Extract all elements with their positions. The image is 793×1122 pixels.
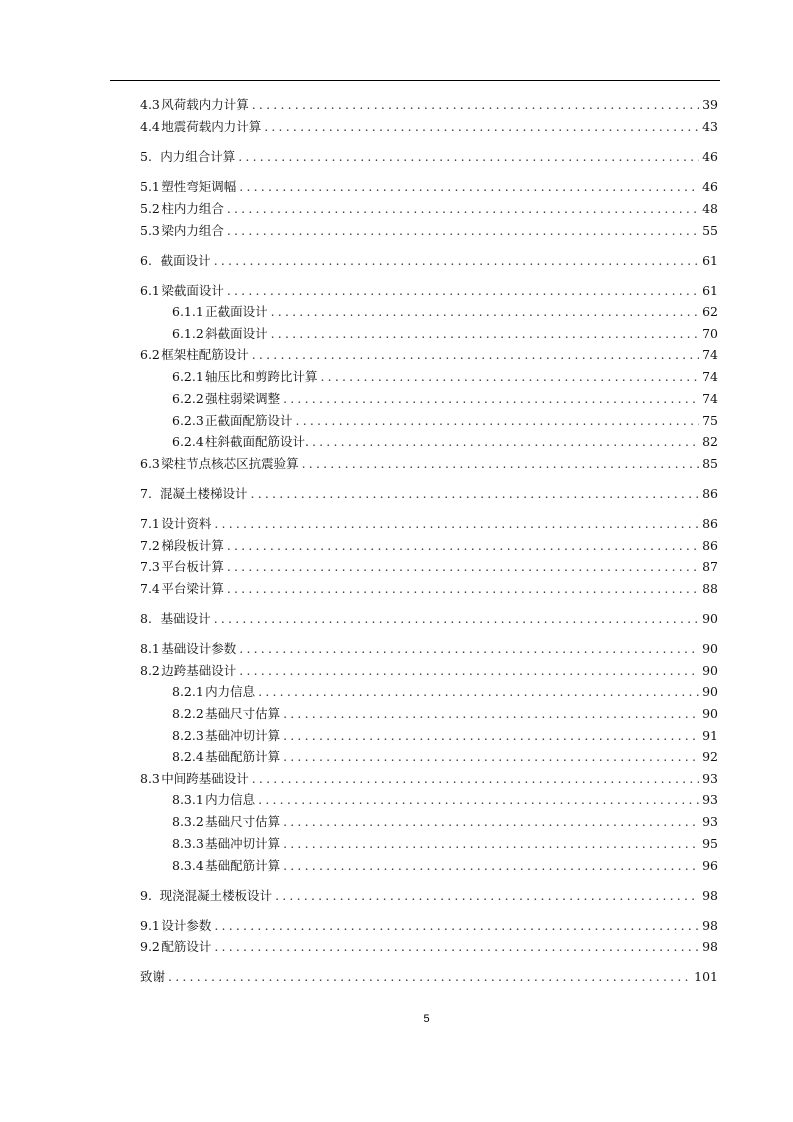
toc-entry[interactable] [172,748,718,766]
toc-entry-number: 6.1.1 [172,304,204,319]
toc-entry-title: 框架柱配筋设计 [161,347,249,362]
toc-entry[interactable] [172,857,718,875]
toc-entry[interactable] [140,770,718,788]
toc-entry-title: 混凝土楼梯设计 [160,486,248,501]
toc-dot-leader [227,282,699,300]
toc-dot-leader [271,325,699,343]
toc-entry-title: 强柱弱梁调整 [205,391,281,406]
toc-entry-number: 7.1 [140,516,160,531]
toc-dot-leader [258,683,699,701]
toc-entry-page: 86 [702,538,718,553]
toc-dot-leader [214,917,699,935]
toc-entry-page: 74 [702,347,718,362]
toc-entry-page: 39 [702,97,718,112]
toc-entry-page: 92 [702,749,718,764]
toc-entry-number: 5.2 [140,201,160,216]
toc-entry-title: 柱内力组合 [161,201,224,216]
toc-entry-title: 塑性弯矩调幅 [161,179,237,194]
toc-entry[interactable] [140,96,718,114]
toc-dot-leader [252,770,699,788]
toc-entry[interactable] [140,580,718,598]
toc-entry-number: 8.3.2 [172,814,204,829]
toc-entry-number: 8.3 [140,771,160,786]
toc-entry-page: 91 [702,728,718,743]
toc-entry-page: 61 [702,253,718,268]
toc-entry[interactable] [140,640,718,658]
toc-entry-number: 4.3 [140,97,160,112]
toc-entry-page: 55 [702,223,718,238]
toc-entry-number: 7.3 [140,559,160,574]
toc-entry[interactable] [140,200,718,218]
toc-entry-title: 梁截面设计 [161,283,224,298]
toc-entry-title: 平台梁计算 [161,581,224,596]
toc-entry-number: 8.3.3 [172,836,204,851]
toc-entry[interactable] [172,813,718,831]
toc-entry[interactable] [140,148,718,166]
toc-entry-title: 内力信息 [205,792,256,807]
toc-entry-page: 74 [702,391,718,406]
toc-entry-page: 86 [702,516,718,531]
toc-dot-leader [283,813,699,831]
toc-entry-title: 斜截面设计 [205,326,268,341]
toc-entry-number: 9. [140,888,152,903]
toc-entry-page: 85 [702,456,718,471]
toc-entry-number: 8.2.4 [172,749,204,764]
toc-entry-number: 8.2.1 [172,684,204,699]
toc-entry-title: 地震荷载内力计算 [161,119,262,134]
toc-entry[interactable] [172,835,718,853]
toc-entry-title: 轴压比和剪跨比计算 [204,369,318,384]
toc-dot-leader [283,748,699,766]
toc-dot-leader [214,515,699,533]
toc-entry-page: 95 [702,836,718,851]
toc-entry[interactable] [172,325,718,343]
toc-entry[interactable] [172,433,718,451]
toc-entry-page: 90 [702,706,718,721]
toc-dot-leader [227,580,699,598]
toc-entry-number: 4.4 [140,119,160,134]
toc-entry-number: 9.2 [140,939,160,954]
toc-entry-page: 96 [702,858,718,873]
toc-entry-number: 6.1.2 [172,326,204,341]
toc-entry[interactable] [172,303,718,321]
toc-dot-leader [283,857,699,875]
toc-entry-page: 90 [702,611,718,626]
toc-entry-number: 8.3.1 [172,792,204,807]
toc-entry-title: 基础冲切计算 [205,728,281,743]
toc-entry[interactable] [140,455,718,473]
toc-entry-number: 8.2 [140,663,160,678]
toc-entry-title: 中间跨基础设计 [161,771,249,786]
toc-entry-title: 内力信息 [205,684,256,699]
toc-dot-leader [227,200,699,218]
toc-entry-number: 8. [140,611,152,626]
toc-entry[interactable] [140,558,718,576]
toc-dot-leader [271,303,699,321]
toc-entry-title: 配筋设计 [161,939,212,954]
toc-entry-number: 6.3 [140,456,160,471]
toc-entry-page: 101 [694,969,718,984]
toc-entry[interactable] [172,791,718,809]
toc-dot-leader [227,222,699,240]
toc-entry-page: 90 [702,641,718,656]
toc-entry-page: 62 [702,304,718,319]
toc-entry-number: 8.2.2 [172,706,204,721]
toc-entry[interactable] [172,390,718,408]
toc-entry[interactable] [140,178,718,196]
toc-entry-title: 正截面配筋设计 [205,413,293,428]
toc-entry-title: 梁柱节点核芯区抗震验算 [161,456,299,471]
toc-entry-number: 8.3.4 [172,858,204,873]
toc-dot-leader [283,727,699,745]
toc-entry-page: 87 [702,559,718,574]
toc-entry-title: 平台板计算 [161,559,224,574]
toc-dot-leader [214,938,699,956]
toc-entry-number: 6.2.1 [172,369,204,384]
toc-entry-page: 61 [702,283,718,298]
toc-entry-title: 设计参数 [161,918,212,933]
toc-entry-number: 5.3 [140,223,160,238]
toc-entry-page: 43 [702,119,718,134]
toc-entry-number: 6.2.2 [172,391,204,406]
toc-entry-number: 6.2 [140,347,160,362]
toc-dot-leader [168,968,691,986]
toc-entry-page: 48 [702,201,718,216]
toc-dot-leader [258,791,699,809]
toc-entry-title: 现浇混凝土楼板设计 [159,888,273,903]
toc-dot-leader [252,346,699,364]
toc-dot-leader [227,537,699,555]
toc-entry-title: 致谢 [140,969,166,984]
toc-entry[interactable] [140,346,718,364]
toc-entry-title: 正截面设计 [205,304,268,319]
toc-entry-title: 内力组合计算 [160,149,236,164]
toc-entry-number: 9.1 [140,918,160,933]
toc-entry-page: 46 [702,179,718,194]
toc-entry-number: 7.4 [140,581,160,596]
toc-entry-title: 边跨基础设计 [161,663,237,678]
toc-entry-number: 5. [140,149,152,164]
toc-entry-page: 93 [702,814,718,829]
toc-dot-leader [252,96,699,114]
toc-entry[interactable] [140,938,718,956]
toc-entry-page: 70 [702,326,718,341]
toc-dot-leader [312,433,699,451]
toc-dot-leader [251,485,700,503]
toc-dot-leader [239,662,699,680]
toc-entry-title: 基础设计参数 [161,641,237,656]
toc-entry-title: 设计资料 [161,516,212,531]
toc-entry-title: 基础尺寸估算 [205,814,281,829]
toc-dot-leader [320,368,699,386]
toc-entry-title: 梯段板计算 [161,538,224,553]
toc-entry[interactable] [172,412,718,430]
toc-entry-title: 基础配筋计算 [205,858,281,873]
toc-dot-leader [283,835,699,853]
toc-entry-page: 75 [702,413,718,428]
toc-entry[interactable] [140,118,718,136]
toc-entry-page: 82 [702,434,718,449]
toc-dot-leader [264,118,699,136]
toc-dot-leader [214,252,699,270]
toc-entry[interactable] [140,515,718,533]
toc-entry-number: 6.1 [140,283,160,298]
toc-entry[interactable] [140,485,718,503]
toc-entry-page: 46 [702,149,718,164]
toc-entry-number: 6. [140,253,152,268]
toc-entry-number: 8.1 [140,641,160,656]
toc-entry[interactable] [140,252,718,270]
toc-entry-number: 7. [140,486,152,501]
toc-entry[interactable] [172,727,718,745]
toc-entry[interactable] [140,917,718,935]
toc-entry-title: 风荷载内力计算 [161,97,249,112]
toc-dot-leader [302,455,700,473]
page-number: 5 [423,1013,430,1025]
toc-entry[interactable] [140,610,718,628]
toc-entry[interactable] [140,537,718,555]
toc-dot-leader [283,390,699,408]
toc-entry-title: 基础配筋计算 [205,749,281,764]
toc-entry[interactable] [172,368,718,386]
toc-entry-number: 6.2.4 [172,434,204,449]
toc-entry-title: 基础尺寸估算 [205,706,281,721]
toc-entry-number: 6.2.3 [172,413,204,428]
toc-dot-leader [227,558,699,576]
toc-dot-leader [275,887,699,905]
toc-entry-page: 93 [702,771,718,786]
toc-entry-title: 梁内力组合 [161,223,224,238]
toc-entry[interactable] [140,887,718,905]
toc-entry[interactable] [172,705,718,723]
toc-entry-title: 柱斜截面配筋设计. [204,434,309,449]
toc-entry-page: 90 [702,684,718,699]
toc-dot-leader [214,610,699,628]
toc-entry-page: 98 [702,939,718,954]
toc-entry-page: 86 [702,486,718,501]
toc-entry-title: 基础冲切计算 [205,836,281,851]
toc-entry-number: 7.2 [140,538,160,553]
toc-entry[interactable] [140,282,718,300]
toc-entry-title: 基础设计 [160,611,211,626]
toc-entry[interactable] [172,683,718,701]
toc-dot-leader [239,640,699,658]
toc-entry-title: 截面设计 [160,253,211,268]
toc-entry-page: 93 [702,792,718,807]
toc-entry-page: 88 [702,581,718,596]
toc-dot-leader [283,705,699,723]
toc-entry-number: 5.1 [140,179,160,194]
toc-dot-leader [296,412,700,430]
toc-entry[interactable] [140,662,718,680]
toc-dot-leader [239,178,699,196]
toc-entry-page: 98 [702,888,718,903]
toc-entry-page: 90 [702,663,718,678]
toc-entry-number: 8.2.3 [172,728,204,743]
toc-entry-page: 98 [702,918,718,933]
toc-entry-page: 74 [702,369,718,384]
toc-entry[interactable] [140,222,718,240]
toc-entry[interactable] [140,968,718,986]
toc-dot-leader [238,148,699,166]
